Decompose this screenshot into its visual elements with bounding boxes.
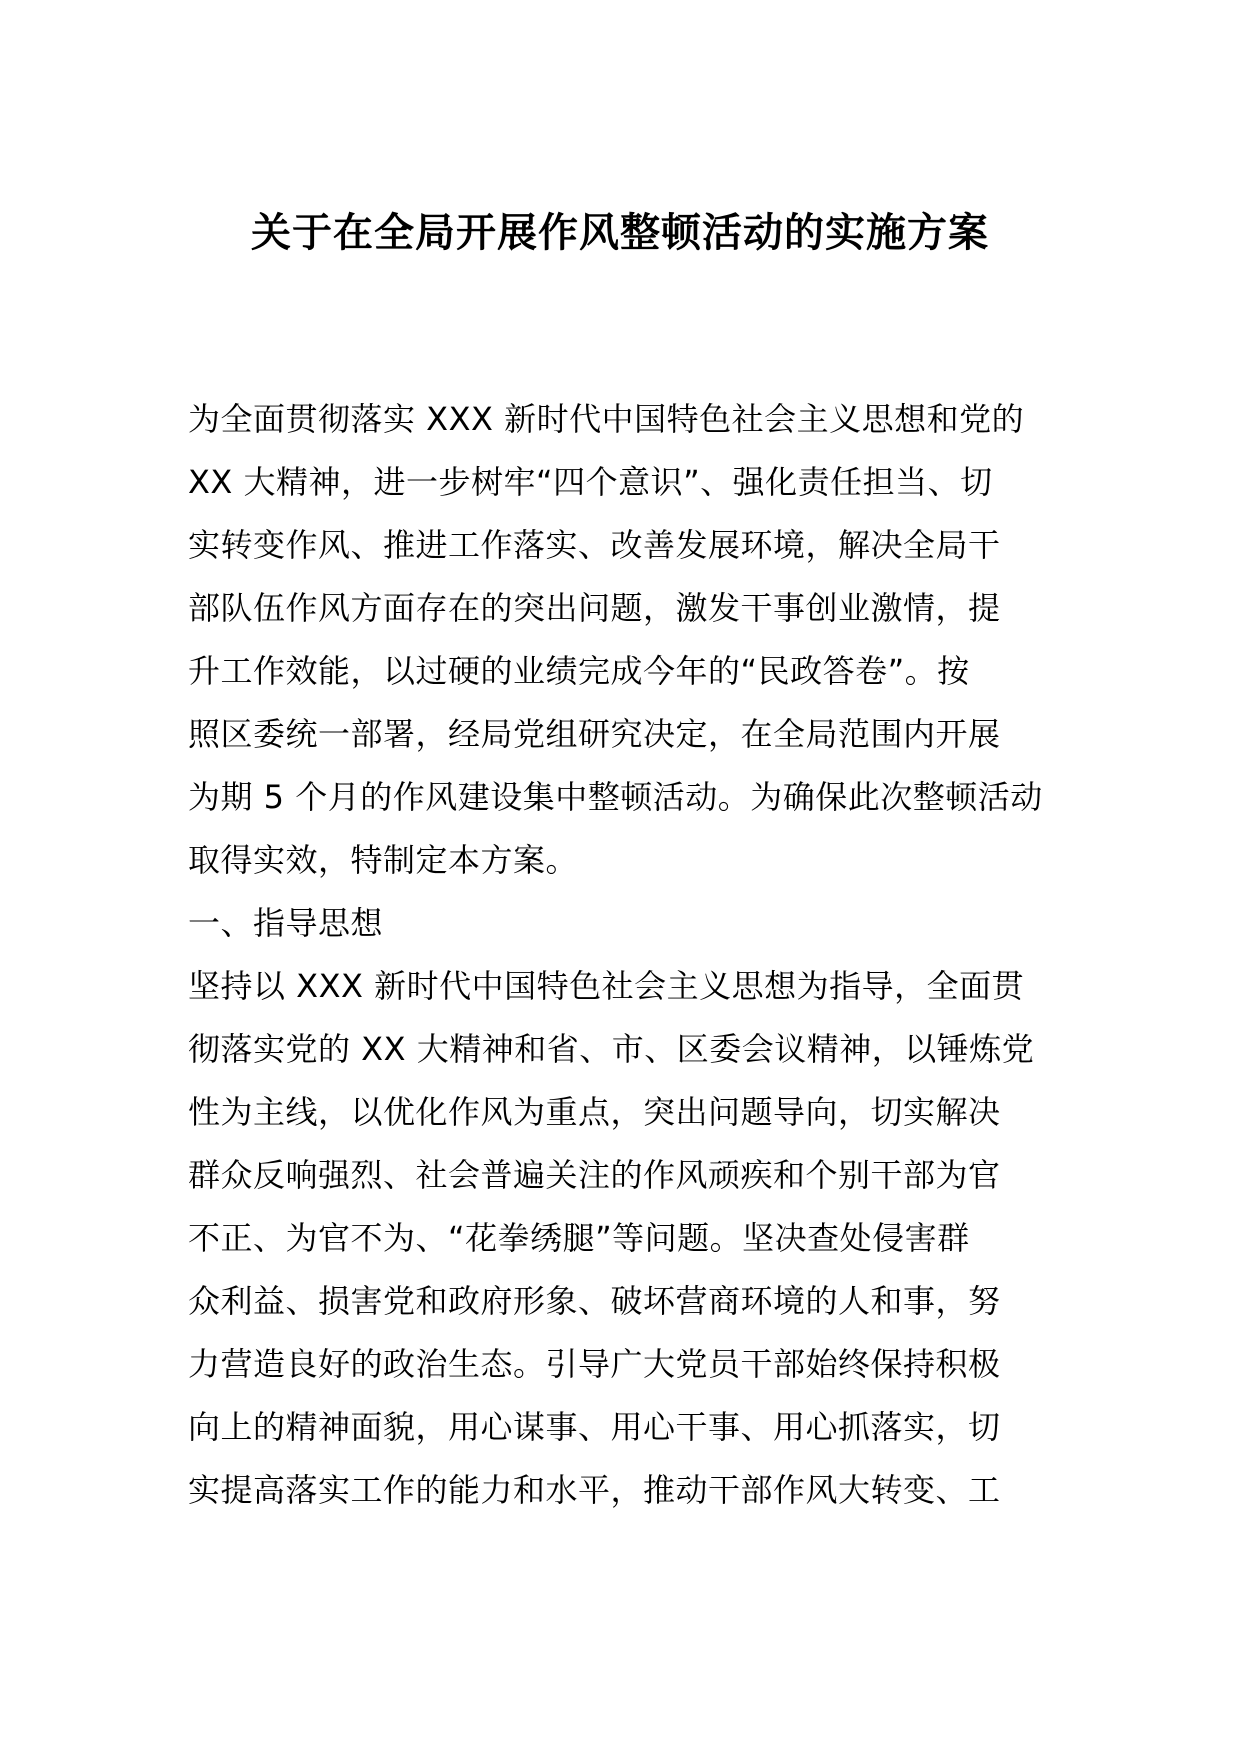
body-line: 取得实效，特制定本方案。 xyxy=(188,841,579,879)
document-body xyxy=(188,388,1068,1522)
body-line: XX 大精神，进一步树牢“四个意识”、强化责任担当、切 xyxy=(188,463,993,501)
body-line: 力营造良好的政治生态。引导广大党员干部始终保持积极 xyxy=(188,1345,1001,1383)
body-line: 众利益、损害党和政府形象、破坏营商环境的人和事，努 xyxy=(188,1282,1001,1320)
body-line: 照区委统一部署，经局党组研究决定，在全局范围内开展 xyxy=(188,715,1001,753)
body-line: 为全面贯彻落实 XXX 新时代中国特色社会主义思想和党的 xyxy=(188,400,1025,438)
body-line: 群众反响强烈、社会普遍关注的作风顽疾和个别干部为官 xyxy=(188,1156,1001,1194)
body-line: 坚持以 XXX 新时代中国特色社会主义思想为指导，全面贯 xyxy=(188,967,1025,1005)
body-line: 向上的精神面貌，用心谋事、用心干事、用心抓落实，切 xyxy=(188,1408,1001,1446)
body-line: 升工作效能，以过硬的业绩完成今年的“民政答卷”。按 xyxy=(188,652,970,690)
body-line: 不正、为官不为、“花拳绣腿”等问题。坚决查处侵害群 xyxy=(188,1219,970,1257)
body-line: 实提高落实工作的能力和水平，推动干部作风大转变、工 xyxy=(188,1471,1001,1509)
document-title: 关于在全局开展作风整顿活动的实施方案 xyxy=(251,210,989,256)
body-line: 彻落实党的 XX 大精神和省、市、区委会议精神，以锤炼党 xyxy=(188,1030,1035,1068)
body-line: 性为主线，以优化作风为重点，突出问题导向，切实解决 xyxy=(188,1093,1001,1131)
section-heading: 一、指导思想 xyxy=(188,904,384,942)
body-line: 为期 5 个月的作风建设集中整顿活动。为确保此次整顿活动 xyxy=(188,778,1043,816)
body-line: 部队伍作风方面存在的突出问题，激发干事创业激情，提 xyxy=(188,589,1001,627)
body-line: 实转变作风、推进工作落实、改善发展环境，解决全局干 xyxy=(188,526,1001,564)
